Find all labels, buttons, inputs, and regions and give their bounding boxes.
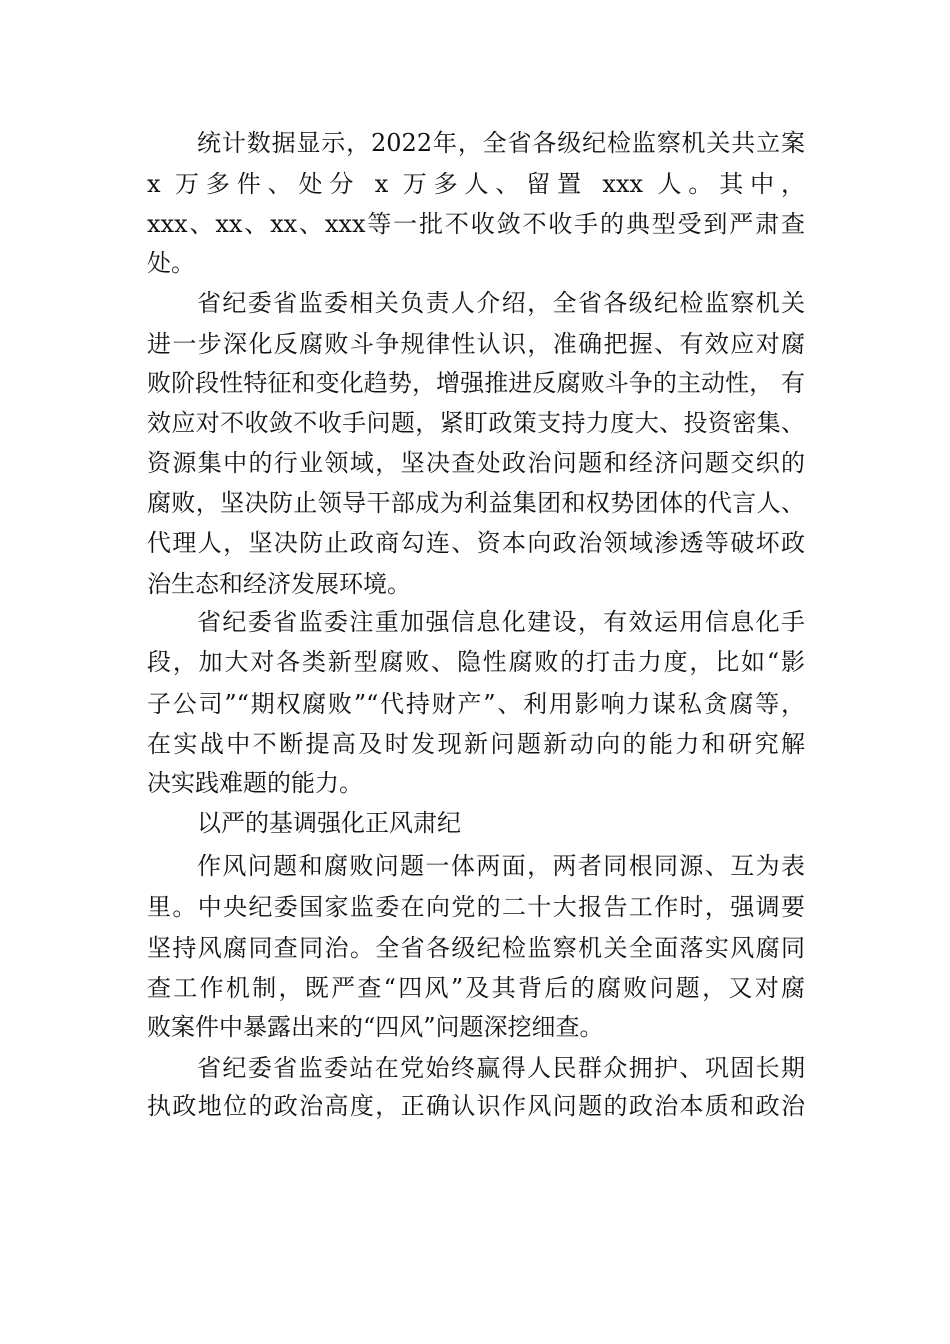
- text-line: 腐败，坚决防止领导干部成为利益集团和权势团体的代言人、: [147, 489, 805, 517]
- text-line: 在实战中不断提高及时发现新问题新动向的能力和研究解: [147, 730, 805, 758]
- text-line: 败阶段性特征和变化趋势，增强推进反腐败斗争的主动性， 有: [147, 369, 805, 397]
- text-line: 代理人，坚决防止政商勾连、资本向政治领域渗透等破坏政: [147, 529, 805, 557]
- text-line: 省纪委省监委相关负责人介绍，全省各级纪检监察机关: [197, 289, 805, 317]
- text-line: 资源集中的行业领域，坚决查处政治问题和经济问题交织的: [147, 449, 805, 477]
- text-line: 治生态和经济发展环境。: [147, 570, 411, 598]
- text-line: 决实践难题的能力。: [147, 769, 363, 797]
- section-heading: 以严的基调强化正风肃纪: [197, 809, 461, 837]
- text-line: 统计数据显示，2022年，全省各级纪检监察机关共立案: [197, 129, 805, 157]
- text-line: 省纪委省监委站在党始终赢得人民群众拥护、巩固长期: [197, 1054, 805, 1082]
- text-line: 里。中央纪委国家监委在向党的二十大报告工作时，强调要: [147, 893, 805, 921]
- text-line: 坚持风腐同查同治。全省各级纪检监察机关全面落实风腐同: [147, 934, 805, 962]
- text-line: 败案件中暴露出来的“四风”问题深挖细查。: [147, 1013, 604, 1041]
- text-line: 段，加大对各类新型腐败、隐性腐败的打击力度，比如“影: [147, 648, 805, 676]
- text-line: x 万多件、处分 x 万多人、留置 xxx 人。其中，: [147, 170, 805, 198]
- text-line: 子公司”“期权腐败”“代持财产”、利用影响力谋私贪腐等，: [147, 690, 805, 718]
- text-line: 查工作机制，既严查“四风”及其背后的腐败问题，又对腐: [147, 974, 805, 1002]
- text-line: 省纪委省监委注重加强信息化建设，有效运用信息化手: [197, 608, 805, 636]
- text-line: 处。: [147, 249, 195, 277]
- text-line: 执政地位的政治高度，正确认识作风问题的政治本质和政治: [147, 1092, 805, 1120]
- text-line: 进一步深化反腐败斗争规律性认识，准确把握、有效应对腐: [147, 330, 805, 358]
- text-line: xxx、xx、xx、xxx等一批不收敛不收手的典型受到严肃查: [147, 210, 805, 238]
- text-line: 作风问题和腐败问题一体两面，两者同根同源、互为表: [197, 852, 805, 880]
- text-line: 效应对不收敛不收手问题，紧盯政策支持力度大、投资密集、: [147, 409, 805, 437]
